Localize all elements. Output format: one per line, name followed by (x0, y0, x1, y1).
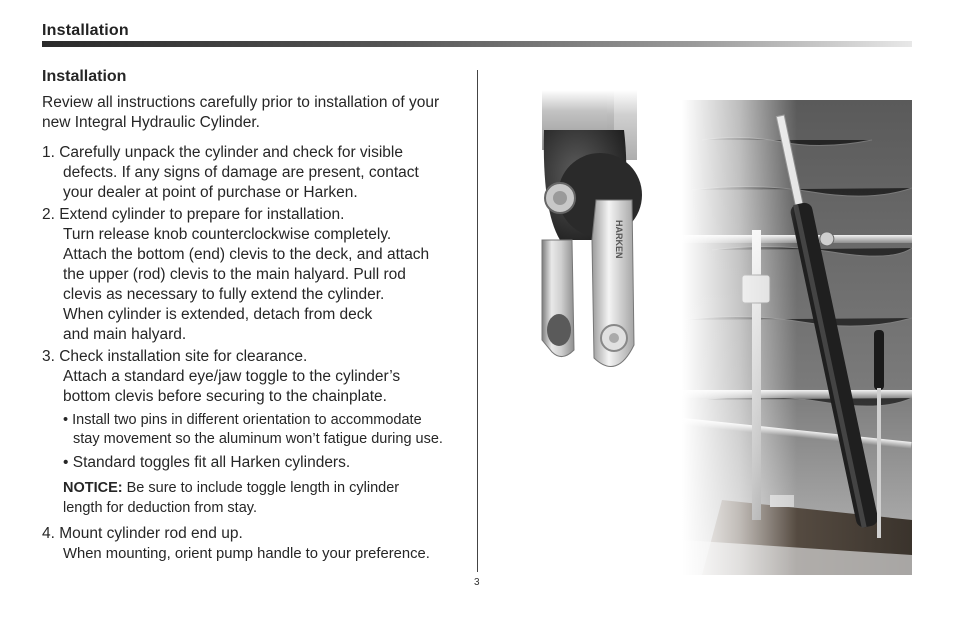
step-line: Attach the bottom (end) clevis to the deck, and attach (63, 246, 430, 263)
intro-paragraph: Review all instructions carefully prior to installation of your new Integral Hydraulic Cylinder. (42, 94, 440, 131)
section-title: Installation (42, 68, 127, 85)
header-title: Installation (42, 22, 129, 39)
step-line: your dealer at point of purchase or Harken. (63, 184, 358, 201)
bullet-item (42, 411, 467, 449)
step-line: the upper (rod) clevis to the main halyard. Pull rod (63, 266, 406, 283)
step-3 (42, 347, 467, 518)
step-lead: 1. Carefully unpack the cylinder and check for visible (42, 144, 403, 161)
header-rule (42, 41, 912, 47)
clevis-photo (512, 90, 654, 380)
step-line: Attach a standard eye/jaw toggle to the cylinder’s (63, 368, 401, 385)
step-line: and main halyard. (63, 326, 187, 343)
step-lead: 2. Extend cylinder to prepare for installation. (42, 206, 345, 223)
step-1 (42, 143, 467, 203)
step-lead: 3. Check installation site for clearance. (42, 348, 308, 365)
notice-text: Be sure to include toggle length in cylinder (122, 480, 400, 496)
step-2 (42, 205, 467, 345)
bullet-lead: • Standard toggles fit all Harken cylinders. (63, 454, 351, 471)
notice-cont: length for deduction from stay. (63, 500, 257, 516)
step-line: When cylinder is extended, detach from deck (63, 306, 373, 323)
page-number: 3 (474, 577, 480, 588)
step-line: Turn release knob counterclockwise completely. (63, 226, 392, 243)
bullet-item (42, 453, 467, 472)
step-line: When mounting, orient pump handle to your preference. (63, 546, 430, 562)
column-divider (477, 70, 478, 572)
bullet-cont: stay movement so the aluminum won’t fatigue during use. (73, 431, 443, 447)
notice (42, 478, 467, 518)
step-line: bottom clevis before securing to the chainplate. (63, 388, 387, 405)
step-line: defects. If any signs of damage are present, contact (63, 164, 419, 181)
instructions-column (42, 67, 467, 566)
step-line: clevis as necessary to fully extend the cylinder. (63, 286, 385, 303)
clevis-brand: HARKEN (614, 220, 624, 259)
step-4 (42, 524, 467, 564)
notice-label: NOTICE: (63, 480, 123, 496)
cylinder-installed-photo (682, 100, 912, 575)
bullet-lead: • Install two pins in different orientation to accommodate (63, 412, 422, 428)
step-lead: 4. Mount cylinder rod end up. (42, 525, 243, 542)
